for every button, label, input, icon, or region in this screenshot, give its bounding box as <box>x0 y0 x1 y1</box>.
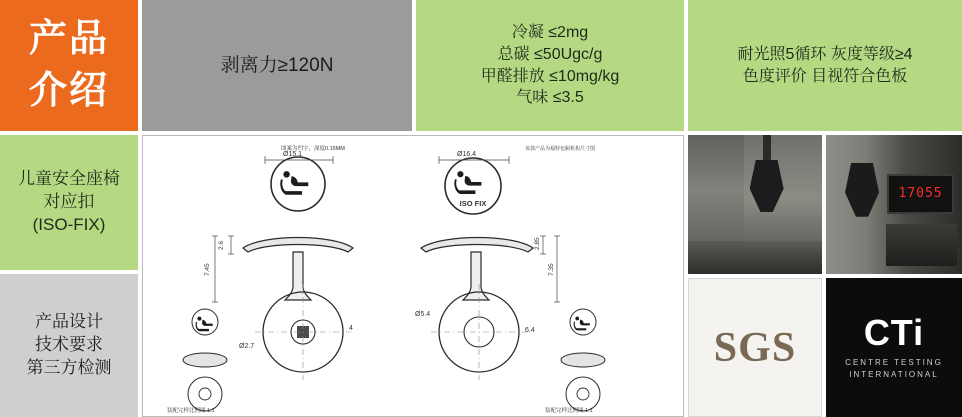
light-item-0: 耐光照5循环 灰度等级≥4 <box>737 45 913 63</box>
side-profile-right <box>421 238 533 301</box>
design-label-line2: 第三方检测 <box>26 357 112 377</box>
sgs-logo <box>688 278 822 417</box>
small-part-icon-left <box>183 309 227 411</box>
cti-logo <box>826 278 962 417</box>
dim-bottom-left-w-label: 4 <box>349 325 353 332</box>
isofix-label-line0: 儿童安全座椅 <box>18 169 120 189</box>
cti-sub-line1: CENTRE TESTING <box>845 357 943 367</box>
light-item-1: 色度评价 目视符合色板 <box>742 67 908 85</box>
page-title-line1: 产品 <box>28 18 109 61</box>
cti-sub-line2: INTERNATIONAL <box>849 369 939 379</box>
seat-icon-circle-left <box>271 157 325 211</box>
sgs-logo-text: SGS <box>713 324 797 371</box>
isofix-icon-circle-right <box>445 158 501 214</box>
design-label-line1: 技术要求 <box>35 335 103 355</box>
emission-item-0: 冷凝 ≤2mg <box>511 24 589 42</box>
cti-logo-subtitle <box>845 357 943 381</box>
dim-right-b-label: 7.35 <box>548 263 555 276</box>
dim-left-b-label: 7.45 <box>204 263 211 276</box>
plan-circle-left <box>255 284 351 380</box>
emission-item-3: 气味 ≤3.5 <box>516 89 584 107</box>
cti-logo-text: CTi <box>863 311 925 353</box>
isofix-badge-label: ISO FIX <box>459 199 487 208</box>
dim-top-left-label: Ø15.1 <box>283 151 303 158</box>
cti-logo-wrap <box>845 311 943 381</box>
isofix-section-label <box>0 135 138 270</box>
design-label-line0: 产品设计 <box>35 312 103 332</box>
dim-top-right-label: Ø16.4 <box>457 151 477 158</box>
isofix-label-line2: (ISO-FIX) <box>32 214 106 234</box>
peel-strength-text: 剥离力≥120N <box>220 54 334 76</box>
design-section-label <box>0 274 138 417</box>
page-title <box>0 0 138 131</box>
plan-circle-right <box>431 284 527 380</box>
emission-item-2: 甲醛排放 ≤10mg/kg <box>480 67 620 85</box>
isofix-label-line1: 对应扣 <box>43 192 95 212</box>
lightfastness-spec <box>688 0 962 131</box>
peel-test-machine-photo <box>688 135 822 274</box>
tensile-tester-display-photo <box>826 135 962 274</box>
dim-left-a-label: 2.6 <box>218 240 225 250</box>
technical-drawing <box>142 135 684 417</box>
emission-spec <box>416 0 684 131</box>
emission-item-1: 总碳 ≤50Ugc/g <box>497 45 603 63</box>
small-part-icon-right <box>561 309 605 411</box>
readout-digits: 17055 <box>898 186 943 202</box>
page-title-line2: 介绍 <box>28 69 109 112</box>
side-profile-left <box>243 238 353 301</box>
dim-bottom-left-d-label: Ø2.7 <box>239 343 255 350</box>
scale-left-label: 装配完样比例图 1:1 <box>167 408 215 414</box>
photo-a-foreground <box>688 241 822 274</box>
photo-b-readout-display <box>887 174 954 214</box>
note-right: 该款产品为福特包厢机构尺寸图 <box>525 146 596 152</box>
scale-right-label: 装配完样比例图 1:1 <box>545 408 593 414</box>
dim-right-a-label: 2.85 <box>534 237 541 250</box>
drawing-canvas <box>143 136 683 416</box>
peel-strength-spec <box>142 0 412 131</box>
dim-bottom-right-d-label: Ø5.4 <box>415 311 431 318</box>
photo-b-bench <box>886 224 957 266</box>
dim-bottom-right-w-label: 6.4 <box>525 327 535 334</box>
note-left: 图案为凹字，深度0.15MM <box>281 146 345 152</box>
